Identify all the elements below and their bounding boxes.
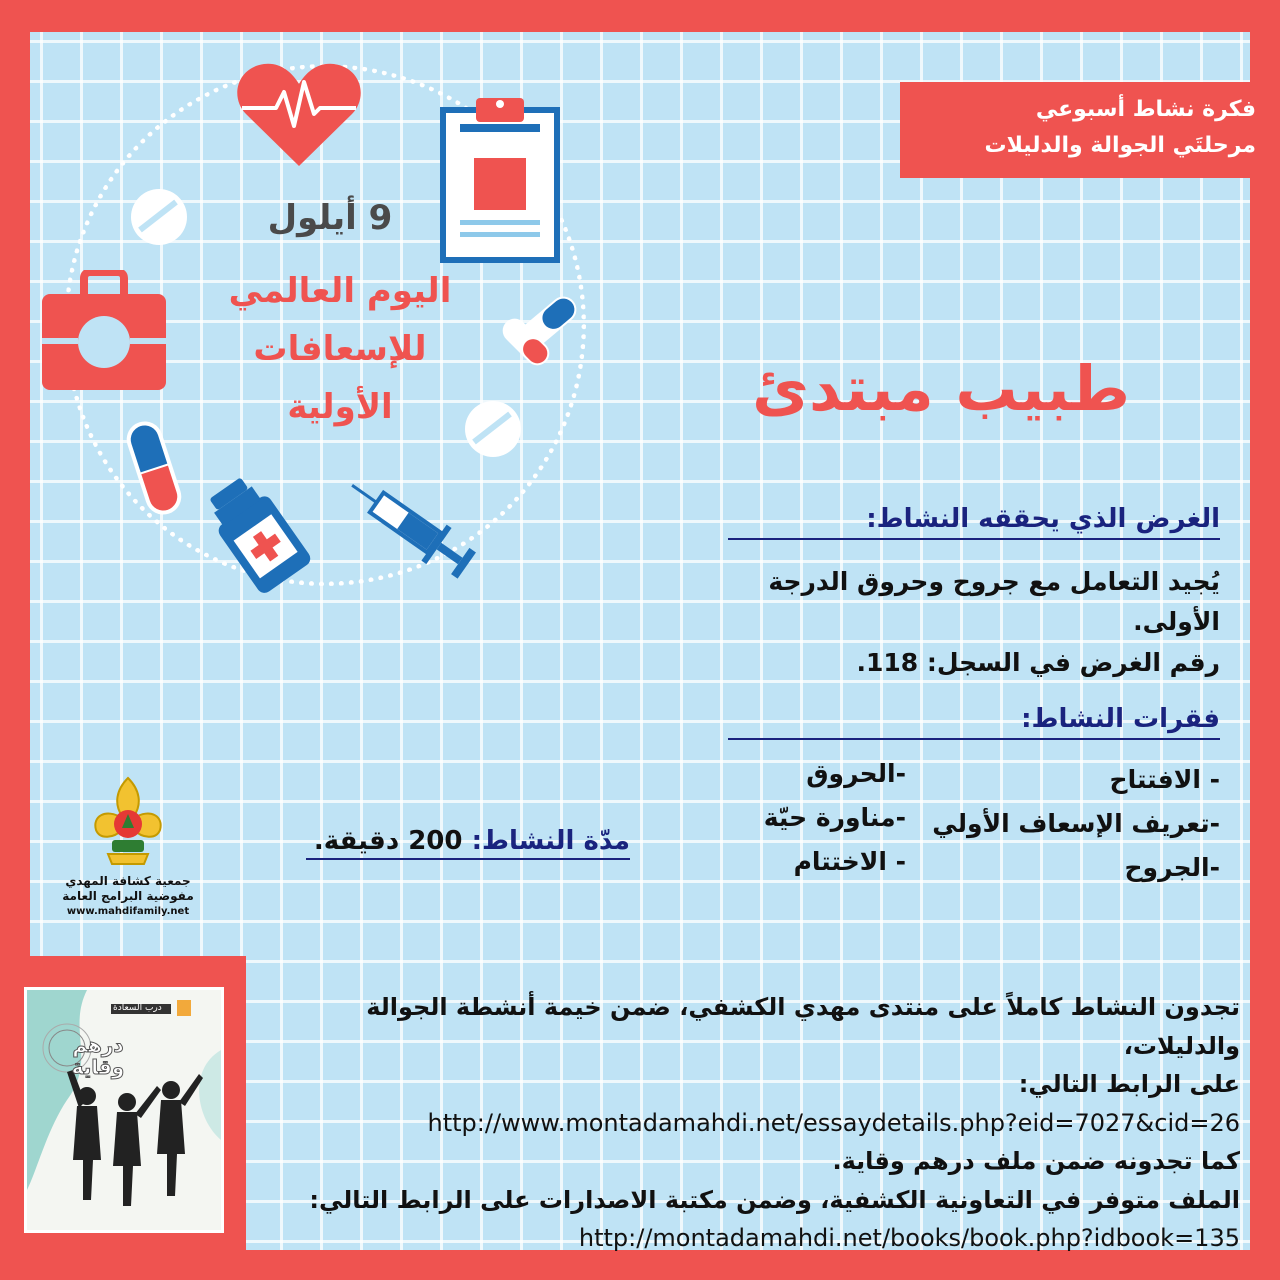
duration-label: مدّة النشاط:: [471, 826, 630, 856]
banner-line-1: فكرة نشاط أسبوعي: [1035, 97, 1256, 122]
record-number-line: [700, 643, 1220, 683]
frame-top: [0, 0, 1280, 32]
purpose-heading: الغرض الذي يحققه النشاط:: [728, 504, 1220, 540]
record-number: 118.: [856, 648, 919, 677]
organization-logo: [58, 774, 198, 919]
syringe-icon: [348, 478, 484, 582]
footer-text: [268, 988, 1240, 1258]
organization-name: جمعية كشافة المهدي: [65, 874, 191, 888]
occasion-date: 9 أيلول: [267, 198, 393, 238]
book-cover-art: [27, 990, 221, 1230]
sections-heading: فقرات النشاط:: [728, 704, 1220, 740]
pill-tablet-icon: [128, 186, 190, 248]
footer-line-1: تجدون النشاط كاملاً على منتدى مهدي الكشفي، ضمن خيمة أنشطة الجوالة والدليلات،: [366, 993, 1240, 1060]
banner-line-2: مرحلتَي الجوالة والدليلات: [984, 133, 1256, 158]
record-label: رقم الغرض في السجل:: [926, 648, 1220, 677]
list-item: -مناورة حيّة: [763, 803, 906, 832]
list-item: -تعريف الإسعاف الأولي: [932, 809, 1220, 838]
list-item: - الافتتاح: [1109, 765, 1220, 794]
list-item: -الحروق: [806, 759, 906, 788]
duration-value: 200 دقيقة.: [313, 826, 463, 856]
forum-link[interactable]: http://www.montadamahdi.net/essaydetails.php?eid=7027&cid=26: [427, 1108, 1240, 1137]
clipboard-icon: [440, 92, 560, 264]
organization-department: مفوضية البرامج العامة: [62, 889, 194, 903]
scout-emblem-icon: [88, 774, 168, 870]
occasion-title-line-3: الأولية: [287, 387, 393, 427]
sections-list-left: [700, 752, 906, 884]
occasion-title-line-1: اليوم العالمي: [228, 271, 452, 311]
occasion-title-line-2: للإسعافات: [253, 329, 427, 369]
occasion-title: [190, 262, 490, 436]
medicine-bottle-icon: [196, 474, 318, 594]
first-aid-kit-icon: [40, 270, 168, 392]
list-item: -الجروح: [1124, 853, 1220, 882]
library-link[interactable]: http://montadamahdi.net/books/book.php?idbook=135: [578, 1224, 1240, 1252]
capsule-icon: [496, 312, 556, 372]
footer-line-4: الملف متوفر في التعاونية الكشفية، وضمن مكتبة الاصدارات على الرابط التالي:: [309, 1185, 1240, 1214]
book-cover: [24, 987, 224, 1233]
activity-duration: [306, 826, 630, 860]
weekly-idea-banner: [900, 82, 1280, 178]
organization-website: www.mahdifamily.net: [66, 906, 190, 917]
heart-pulse-icon: [236, 62, 362, 168]
footer-line-3: كما تجدونه ضمن ملف درهم وقاية.: [832, 1147, 1240, 1175]
book-publisher: درب السعادة: [113, 1003, 162, 1013]
book-title: درهم وقاية: [71, 1033, 125, 1079]
sections-list-right: [900, 758, 1220, 890]
purpose-text: يُجيد التعامل مع جروح وحروق الدرجة الأولى.: [768, 567, 1220, 636]
activity-title: طبيب مبتدئ: [752, 352, 1130, 425]
footer-line-2: على الرابط التالي:: [1018, 1070, 1240, 1098]
capsule-icon: [118, 416, 190, 520]
frame-right: [1250, 0, 1280, 1280]
list-item: - الاختتام: [793, 847, 906, 876]
